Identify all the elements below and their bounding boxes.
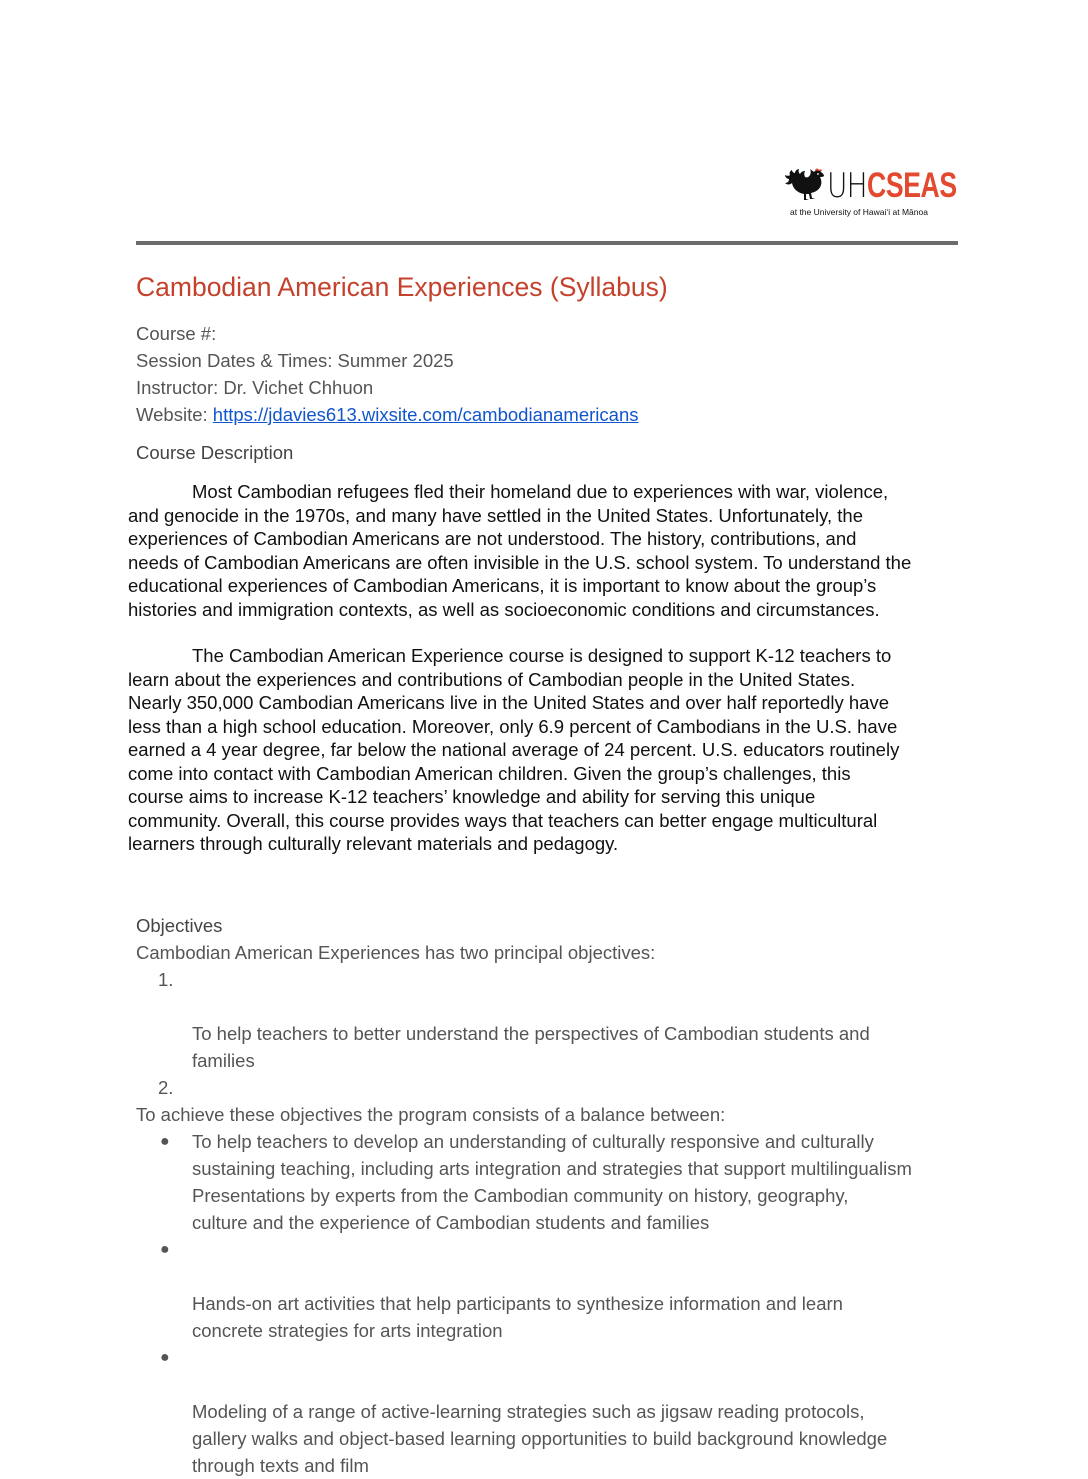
bullet-icon: ● [160,1133,170,1150]
logo-subtitle: at the University of Hawai‘i at Mānoa [790,207,928,217]
program-list [136,1128,976,1479]
description-paragraph-2-text: The Cambodian American Experience course is designed to support K-12 teachers to learn about the experiences and contributions of Cambodian people in the United States. Nearly 350,000 Cambodian Americans live in the United States and over half reportedly have less than a high school education. Moreover, only 6.9 percent of Cambodians in the U.S. have earned a 4 year degree, far below the national average of 24 percent. U.S. educators routinely come into contact with Cambodian American children. Given the group’s challenges, this course aims to increase K-12 teachers’ knowledge and ability for serving this unique community. Overall, this course provides ways that teachers can better engage multicultural learners through culturally relevant materials and pedagogy. [128,645,900,854]
list-item [136,966,976,1074]
description-paragraph-1-text: Most Cambodian refugees fled their homeland due to experiences with war, violence, and genocide in the 1970s, and many have settled in the United States. Unfortunately, the experiences of Cambodian Americans are not understood. The history, contributions, and needs of Cambodian Americans are often invisible in the U.S. school system. To understand the educational experiences of Cambodian Americans, it is important to know about the group’s histories and immigration contexts, as well as socioeconomic conditions and circumstances. [128,481,912,620]
list-item [136,1128,976,1236]
list-number: 1. [158,969,174,990]
list-item-text: Modeling of a range of active-learning strategies such as jigsaw reading protocols, gallery walks and object-based learning opportunities to build background knowledge through texts and film [192,1401,888,1476]
uh-cseas-logo [785,166,957,218]
website-label: Website: [136,404,213,425]
description-paragraph-2 [128,644,970,856]
objectives-intro: Cambodian American Experiences has two principal objectives: [136,942,656,963]
list-item-text: Presentations by experts from the Cambodian community on history, geography, culture and the experience of Cambodian students and families [192,1185,849,1233]
description-paragraph-1 [128,480,970,621]
bullet-icon: ● [160,1241,170,1258]
course-number: Course #: [136,323,217,344]
page-title: Cambodian American Experiences (Syllabus) [136,272,668,302]
instructor: Instructor: Dr. Vichet Chhuon [136,377,374,398]
list-item-text: To help teachers to better understand the perspectives of Cambodian students and families [192,1023,870,1071]
list-item [136,1344,976,1479]
logo-cseas-text: CSEAS [867,166,957,205]
course-meta [136,320,638,428]
bullet-icon: ● [160,1349,170,1366]
list-item-text: To help teachers to develop an understanding of culturally responsive and culturally sustaining teaching, including arts integration and strategies that support multilingualism [192,1131,912,1179]
rooster-icon [785,168,825,206]
list-number: 2. [158,1077,174,1098]
website-link[interactable]: https://jdavies613.wixsite.com/cambodianamericans [212,404,639,425]
list-item-text: Hands-on art activities that help participants to synthesize information and learn concrete strategies for arts integration [192,1293,843,1341]
website-line [136,401,638,428]
logo-uh-text: UH [827,166,867,206]
list-item [136,1236,976,1344]
course-description-heading: Course Description [136,442,294,463]
header-divider [136,241,958,245]
objectives-heading: Objectives [136,915,223,936]
session-dates: Session Dates & Times: Summer 2025 [136,350,454,371]
program-intro: To achieve these objectives the program consists of a balance between: [136,1104,726,1125]
